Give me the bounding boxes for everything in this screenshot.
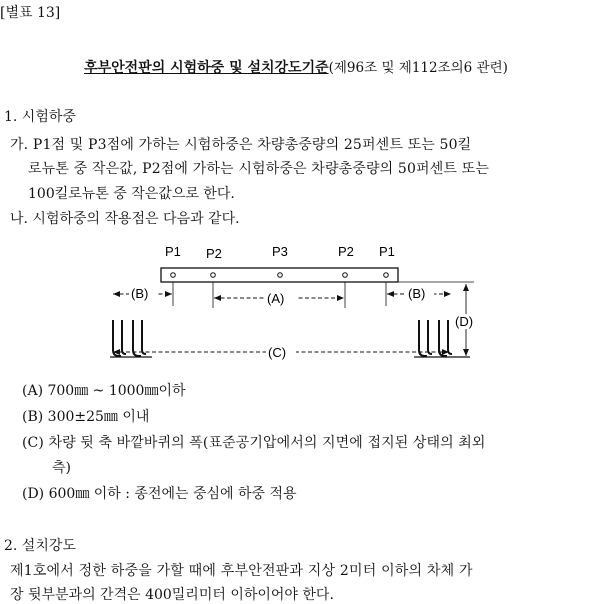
note-d: (D) 600㎜ 이하 : 종전에는 중심에 하중 적용 bbox=[22, 486, 297, 502]
dim-c-label: (C) bbox=[268, 345, 287, 360]
dim-b-left-label: (B) bbox=[131, 286, 149, 301]
load-points bbox=[171, 273, 389, 278]
test-load-diagram bbox=[0, 236, 592, 378]
attachment-number: [별표 13] bbox=[0, 5, 61, 21]
dim-a-label: (A) bbox=[267, 291, 285, 306]
item-ga-line1: 가. P1점 및 P3점에 가하는 시험하중은 차량총중량의 25퍼센트 또는 50킬 bbox=[10, 137, 472, 153]
item-ga-line2: 로뉴톤 중 작은값, P2점에 가하는 시험하중은 차량총중량의 50퍼센트 또는 bbox=[28, 161, 490, 177]
dim-d-label: (D) bbox=[455, 314, 474, 329]
section2-line1: 제1호에서 정한 하중을 가할 때에 후부안전판과 지상 2미터 이하의 차체 가 bbox=[10, 563, 473, 579]
document-title bbox=[0, 56, 592, 77]
section1-heading: 1. 시험하중 bbox=[4, 109, 76, 125]
dim-b-right-label: (B) bbox=[408, 286, 426, 301]
note-c-line1: (C) 차량 뒷 축 바깥바퀴의 폭(표준공기압에서의 지면에 접지된 상태의 최외 bbox=[22, 435, 486, 451]
underrun-bar bbox=[161, 268, 398, 282]
label-p1-right: P1 bbox=[379, 244, 395, 259]
note-a: (A) 700㎜ ~ 1000㎜이하 bbox=[22, 383, 186, 399]
item-ga-line3: 100킬로뉴톤 중 작은값으로 한다. bbox=[28, 186, 235, 202]
title-sub: (제96조 및 제112조의6 관련) bbox=[328, 60, 508, 76]
section2-heading: 2. 설치강도 bbox=[4, 538, 76, 554]
section2-line2: 장 뒷부분과의 간격은 400밀리미터 이하이어야 한다. bbox=[10, 587, 334, 603]
label-p2-right: P2 bbox=[338, 244, 354, 259]
title-main: 후부안전판의 시험하중 및 설치강도기준 bbox=[84, 60, 329, 76]
label-p1-left: P1 bbox=[165, 244, 181, 259]
note-c-line2: 측) bbox=[52, 460, 71, 476]
label-p2-left: P2 bbox=[206, 246, 222, 261]
left-wheels bbox=[110, 320, 152, 357]
label-p3: P3 bbox=[272, 244, 288, 259]
note-b: (B) 300±25㎜ 이내 bbox=[22, 409, 150, 425]
item-na: 나. 시험하중의 작용점은 다음과 같다. bbox=[10, 211, 240, 227]
